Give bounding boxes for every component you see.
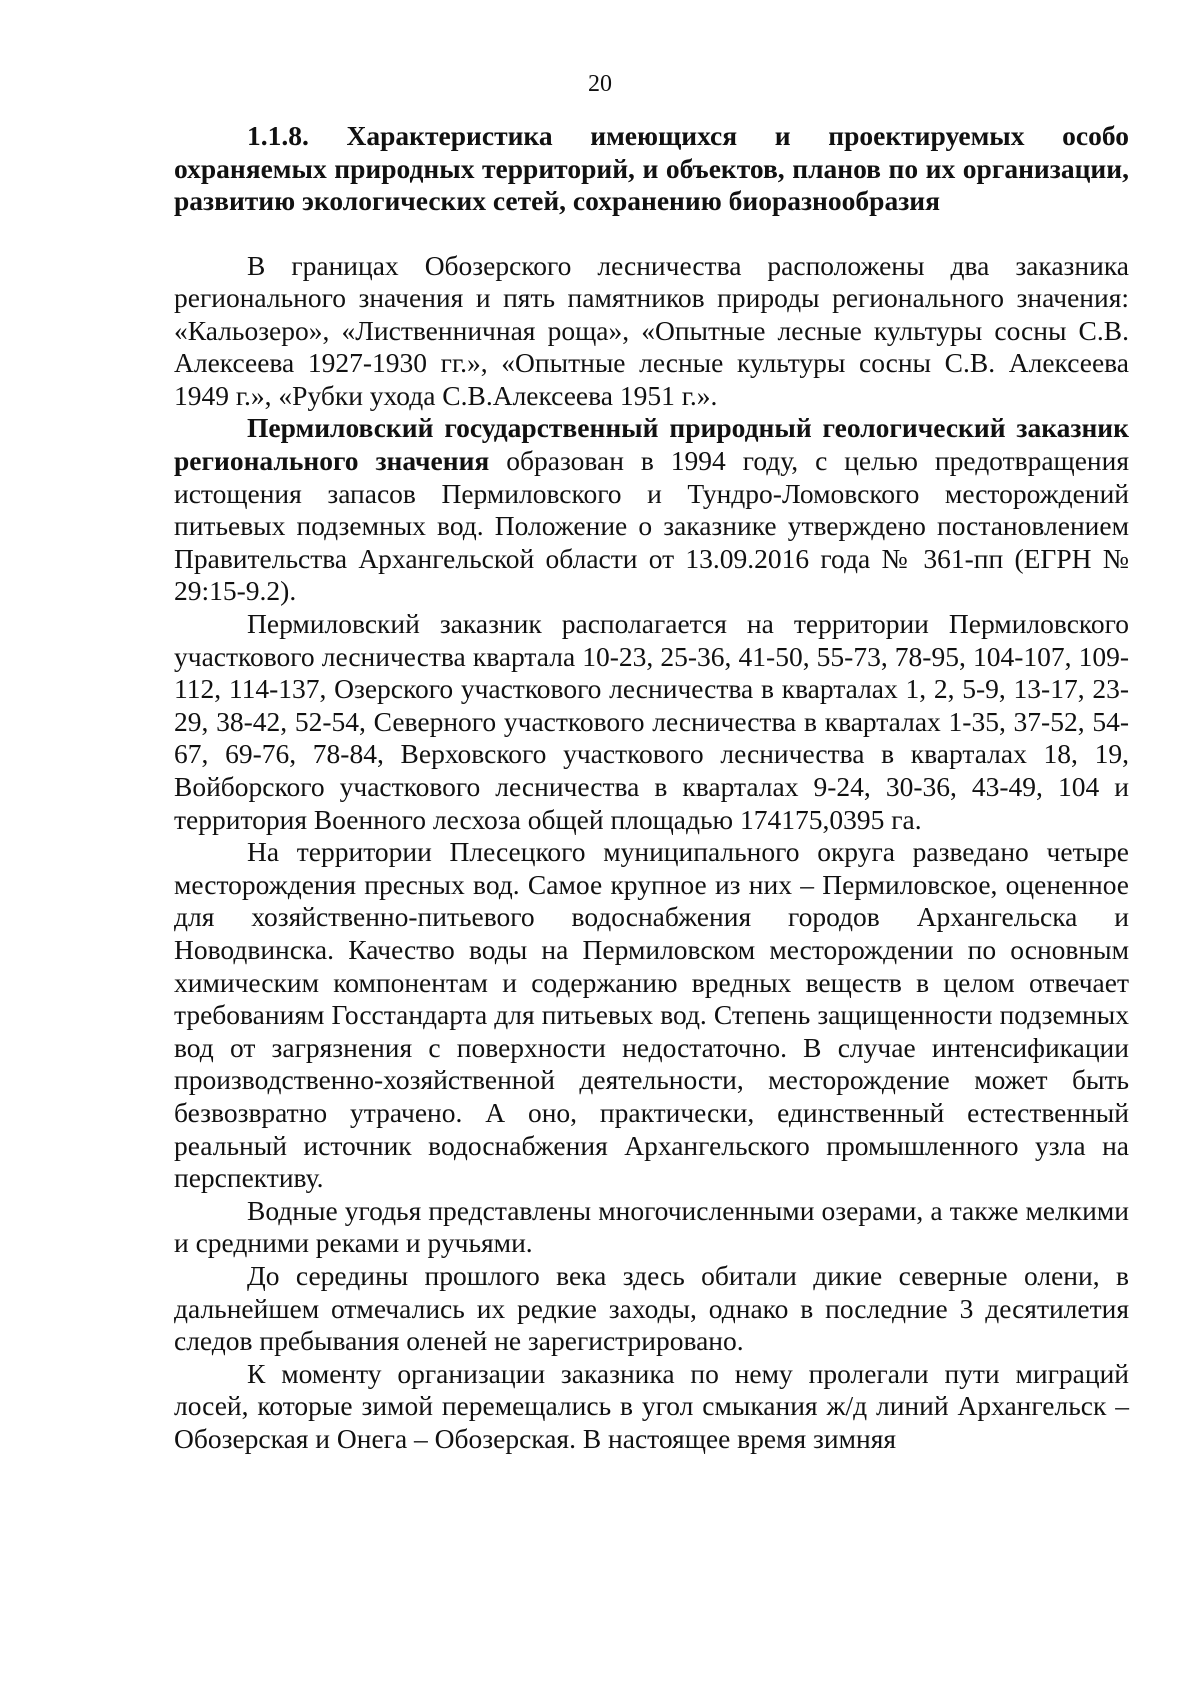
paragraph-text: образован в 1994 году, с целью предотвращения истощения запасов Пермиловского и Тундро-Ломовского месторождений питьевых подземных вод. Положение о заказнике утверждено постановлением Правительства Архангельской области от 13.09.2016 года № 361-пп (ЕГРН № 29:15-9.2). (174, 445, 1129, 607)
page-number: 20 (588, 71, 612, 97)
document-body (174, 120, 1129, 1455)
paragraph-2 (174, 412, 1129, 608)
paragraph-5 (174, 1195, 1129, 1260)
paragraph-bold-lead: Пермиловский государственный природный геологический заказник регионального значения (174, 412, 1129, 477)
paragraph-text: На территории Плесецкого муниципального округа разведано четыре месторождения пресных вод. Самое крупное из них – Пермиловское, оцененное для хозяйственно-питьевого водоснабжения городов Архангельска и Новодвинска. Качество воды на Пермиловском месторождении по основным химическим компонентам и содержанию вредных веществ в целом отвечает требованиям Госстандарта для питьевых вод. Степень защищенности подземных вод от загрязнения с поверхности недостаточно. В случае интенсификации производственно-хозяйственной деятельности, месторождение может быть безвозвратно утрачено. А оно, практически, единственный естественный реальный источник водоснабжения Архангельского промышленного узла на перспективу. (174, 836, 1129, 1194)
paragraph-3 (174, 608, 1129, 836)
paragraph-text: В границах Обозерского лесничества расположены два заказника регионального значения и пять памятников природы регионального значения: «Кальозеро», «Лиственничная роща», «Опытные лесные культуры сосны С.В. Алексеева 1927-1930 гг.», «Опытные лесные культуры сосны С.В. Алексеева 1949 г.», «Рубки ухода С.В.Алексеева 1951 г.». (174, 249, 1129, 411)
paragraph-text: К моменту организации заказника по нему пролегали пути миграций лосей, которые зимой перемещались в угол смыкания ж/д линий Архангельск – Обозерская и Онега – Обозерская. В настоящее время зимняя (174, 1357, 1129, 1454)
paragraph-6 (174, 1260, 1129, 1358)
paragraph-text: Пермиловский заказник располагается на территории Пермиловского участкового лесничества квартала 10-23, 25-36, 41-50, 55-73, 78-95, 104-107, 109-112, 114-137, Озерского участкового лесничества в кварталах 1, 2, 5-9, 13-17, 23-29, 38-42, 52-54, Северного участкового лесничества в кварталах 1-35, 37-52, 54-67, 69-76, 78-84, Верховского участкового лесничества в кварталах 18, 19, Войборского участкового лесничества в кварталах 9-24, 30-36, 43-49, 104 и территория Военного лесхоза общей площадью 174175,0395 га. (174, 608, 1129, 835)
paragraph-4 (174, 836, 1129, 1195)
paragraph-7 (174, 1358, 1129, 1456)
section-heading: 1.1.8. Характеристика имеющихся и проектируемых особо охраняемых природных территорий, и объектов, планов по их организации, развитию экологических сетей, сохранению биоразнообразия (174, 120, 1129, 216)
paragraph-1 (174, 250, 1129, 413)
paragraph-text: Водные угодья представлены многочисленными озерами, а также мелкими и средними реками и ручьями. (174, 1194, 1129, 1259)
paragraph-text: До середины прошлого века здесь обитали дикие северные олени, в дальнейшем отмечались их редкие заходы, однако в последние 3 десятилетия следов пребывания оленей не зарегистрировано. (174, 1259, 1129, 1357)
